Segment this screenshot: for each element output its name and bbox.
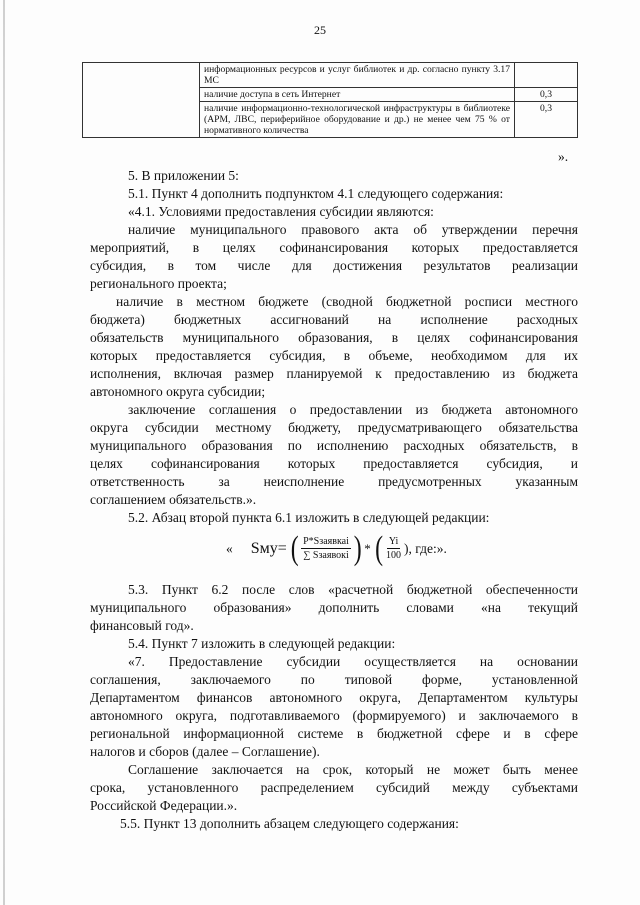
- subsidy-formula: [226, 527, 447, 571]
- text-line: «4.1. Условиями предоставления субсидии являются:: [128, 204, 434, 219]
- text-line: регионального проекта;: [90, 276, 227, 291]
- text-line: муниципального образования» дополнить словами «на текущий: [90, 600, 578, 615]
- text-line: наличие муниципального правового акта об утверждении перечня: [128, 222, 578, 237]
- table-cell-criterion: информационных ресурсов и услуг библиотек и др. согласно пункту 3.17 МС: [200, 63, 515, 88]
- formula-numerator: Yi: [388, 536, 399, 547]
- text-line: срока, установленного распределением субсидий между субъектами: [90, 780, 578, 795]
- text-line: автономного округа, подготавливаемого (формируемого) и заключаемого в: [90, 708, 578, 723]
- text-line: округа субсидии местному бюджету, предусматривающего обязательства: [90, 420, 578, 435]
- text-line: бюджета) бюджетных ассигнований на исполнение расходных: [90, 312, 578, 327]
- text-line: «7. Предоставление субсидии осуществляется на основании: [128, 654, 578, 669]
- formula-denominator: ∑ Sзаявокi: [303, 550, 349, 561]
- scan-edge: [3, 0, 5, 905]
- text-line: соглашением обязательств.».: [90, 492, 257, 507]
- table-cell-empty: [83, 63, 200, 138]
- text-line: которых предоставляется субсидия, в объеме, необходимом для их: [90, 348, 578, 363]
- formula-multiply: *: [364, 541, 371, 556]
- text-line: ответственность за неисполнение предусмотренных указанным: [90, 474, 578, 489]
- table-closing-quote: ».: [558, 149, 569, 164]
- text-line: субсидия, в том числе для достижения результатов реализации: [90, 258, 578, 273]
- formula-open-quote: «: [226, 541, 233, 556]
- table-cell-criterion: наличие информационно-технологической инфраструктуры в библиотеке (АРМ, ЛВС, периферийное оборудование и др.) не менее чем 75 % от нормативного количества: [200, 102, 515, 138]
- table-cell-criterion: наличие доступа в сеть Интернет: [200, 88, 515, 102]
- text-line: заключение соглашения о предоставлении из бюджета автономного: [128, 402, 578, 417]
- text-line: региональной информационной системе в бюджетной сфере и в сфере: [90, 726, 578, 741]
- text-line: муниципального образования по исполнению расходных обязательств, в: [90, 438, 578, 453]
- formula-paren-open: (: [374, 530, 383, 567]
- formula-fraction-share: [301, 536, 351, 562]
- formula-paren-close: ): [353, 530, 362, 567]
- text-line: финансовый год».: [90, 618, 194, 633]
- text-line: целях софинансирования которых предоставляется субсидия, и: [90, 456, 578, 471]
- text-line: 5. В приложении 5:: [128, 168, 239, 183]
- table-cell-weight: 0,3: [515, 88, 578, 102]
- formula-numerator: P*Sзаявкаi: [303, 536, 349, 547]
- table-cell-weight: 0,3: [515, 102, 578, 138]
- text-line: автономного округа субсидии;: [90, 384, 266, 399]
- text-line: 5.1. Пункт 4 дополнить подпунктом 4.1 следующего содержания:: [128, 186, 504, 201]
- page-number: 25: [314, 23, 326, 37]
- formula-tail: ), где:».: [404, 541, 447, 556]
- text-line: Соглашение заключается на срок, который не может быть менее: [128, 762, 578, 777]
- text-line: наличие в местном бюджете (сводной бюджетной росписи местного: [116, 294, 578, 309]
- text-line: Департаментом финансов автономного округа, Департаментом культуры: [90, 690, 578, 705]
- text-line: 5.4. Пункт 7 изложить в следующей редакции:: [128, 636, 396, 651]
- text-line: 5.5. Пункт 13 дополнить абзацем следующего содержания:: [120, 816, 459, 831]
- table-row: [83, 63, 578, 88]
- formula-fraction-coef: [384, 536, 403, 562]
- text-line: 5.3. Пункт 6.2 после слов «расчетной бюджетной обеспеченности: [128, 582, 578, 597]
- formula-lhs: Sму=: [250, 540, 287, 557]
- criteria-table: [82, 62, 578, 138]
- text-line: налогов и сборов (далее – Соглашение).: [90, 744, 320, 759]
- text-line: Российской Федерации.».: [90, 798, 238, 813]
- text-line: соглашения, заключаемого по типовой форме, установленной: [90, 672, 578, 687]
- formula-paren-open: (: [290, 530, 299, 567]
- text-line: обязательств муниципального образования, в целях софинансирования: [90, 330, 578, 345]
- text-line: исполнения, включая размер планируемой к предоставлению из бюджета: [90, 366, 578, 381]
- table-cell-weight: [515, 63, 578, 88]
- formula-denominator: 100: [386, 550, 402, 561]
- text-line: мероприятий, в целях софинансирования которых предоставляется: [90, 240, 578, 255]
- text-line: 5.2. Абзац второй пункта 6.1 изложить в следующей редакции:: [128, 510, 490, 525]
